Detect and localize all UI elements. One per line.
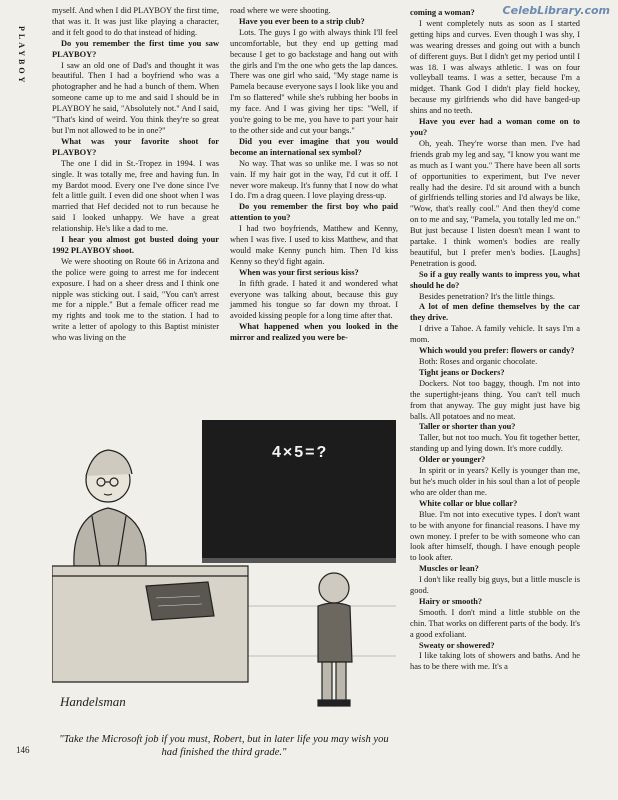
interview-answer: In fifth grade. I hated it and wondered what everyone was talking about, because this guy jammed his tongue so far down my throat. I avoided kissing people for a long time after that. <box>230 278 398 321</box>
interview-answer: Smooth. I don't mind a little stubble on the chin. That works on different parts of the body. It's a good exfoliant. <box>410 607 580 639</box>
interview-question: Muscles or lean? <box>419 564 479 574</box>
interview-question: Tight jeans or Dockers? <box>419 367 505 377</box>
page-number: 146 <box>16 745 30 755</box>
cartoon-caption: "Take the Microsoft job if you must, Robert, but in later life you may wish you had finished the third grade." <box>59 734 389 758</box>
interview-question: coming a woman? <box>410 8 475 17</box>
interview-answer: road where we were shooting. <box>230 6 331 15</box>
interview-question: Do you remember the first time you saw PLAYBOY? <box>52 38 219 59</box>
interview-answer: I like taking lots of showers and baths. And he has to be there with me. It's a <box>410 651 580 672</box>
interview-answer: Oh, yeah. They're worse than men. I've had friends grab my leg and say, "I know you want me as much as I want you." There have been all sorts of opportunities to experiment, but I've never really had the desire. I'd sit around with a bunch of girlfriends telling stories and I'd always be like, "Wow, that's really cool." And then they'd come on to me and say, "Pamela, you totally led me on." But just because I listen doesn't mean I want to partake. I think women's bodies are really beautiful, but I prefer men's bodies. [Laughs] Penetration is good. <box>410 138 580 268</box>
interview-question: White collar or blue collar? <box>419 498 518 508</box>
interview-answer: No way. That was so unlike me. I was so not vain. If my hair got in the way, I'd cut it off. I never wore makeup. It's funny that I now do what I do. I'm a drag queen. I love playing dress-up. <box>230 158 398 201</box>
blackboard-text: 4×5=? <box>272 444 329 461</box>
interview-answer: Besides penetration? It's the little things. <box>419 291 555 301</box>
interview-question: What was your favorite shoot for PLAYBOY? <box>52 136 219 157</box>
interview-answer: Dockers. Not too baggy, though. I'm not into the supertight-jeans thing. You can't tell much from that anyway. The guy might just have big balls. All potatoes and no meat. <box>410 378 580 421</box>
interview-question: What happened when you looked in the mirror and realized you were be- <box>230 322 398 343</box>
interview-question: Have you ever had a woman come on to you? <box>410 117 580 137</box>
teacher-desk <box>52 566 248 682</box>
interview-question: Have you ever been to a strip club? <box>239 16 365 26</box>
interview-answer: I had two boyfriends, Matthew and Kenny, when I was five. I used to kiss Matthew, and that would make Kenny punch him. Then I'd kiss Kenny so they'd fight again. <box>230 224 398 266</box>
interview-question: Taller or shorter than you? <box>419 422 516 432</box>
interview-question: I hear you almost got busted doing your 1992 PLAYBOY shoot. <box>52 235 219 255</box>
interview-answer: The one I did in St.-Tropez in 1994. I was single. It was totally me, free and having fun. In my Bardot mood. Every one I've done since I've felt a little guilt. I even did one shoot when I was married that Hef decided not to run because he said I looked unhappy. We have a great relationship. He's like a dad to me. <box>52 158 219 234</box>
interview-answer: I don't like really big guys, but a little muscle is good. <box>410 575 580 596</box>
interview-question: Sweaty or showered? <box>419 640 495 650</box>
text-column-2 <box>230 6 398 344</box>
text-column-1 <box>52 6 219 344</box>
interview-answer: Both: Roses and organic chocolate. <box>419 357 538 366</box>
interview-question: Older or younger? <box>419 455 486 465</box>
cartoon-illustration <box>52 416 396 732</box>
watermark: CelebLibrary.com <box>502 4 610 17</box>
side-label: PLAYBOY <box>17 26 26 86</box>
interview-answer: I drive a Tahoe. A family vehicle. It says I'm a mom. <box>410 324 580 345</box>
blackboard <box>202 420 396 558</box>
interview-answer: In spirit or in years? Kelly is younger than me, but he's much older in his soul than a lot of people who are older than me. <box>410 466 580 497</box>
interview-question: Do you remember the first boy who paid attention to you? <box>230 202 398 223</box>
interview-answer: Taller, but not too much. You fit together better, standing up and lying down. It's more cuddly. <box>410 433 580 454</box>
interview-question: Did you ever imagine that you would become an international sex symbol? <box>230 136 398 157</box>
interview-answer: Blue. I'm not into executive types. I don't want to be with anyone for financial reasons. I have my own money. I prefer to be with someone who can look after himself, though. I have enough people to look after. <box>410 509 580 563</box>
interview-question: A lot of men define themselves by the car they drive. <box>410 302 580 323</box>
interview-question: Hairy or smooth? <box>419 596 483 606</box>
cartoon-signature: Handelsman <box>60 694 126 709</box>
interview-question: When was your first serious kiss? <box>239 267 359 277</box>
interview-answer: myself. And when I did PLAYBOY the first time, that was it. It was just like playing a character, and it felt good to do that instead of hiding. <box>52 6 219 37</box>
interview-answer: I went completely nuts as soon as I started getting hips and curves. Even though I was shy, I was wearing dresses and going out with a bunch of different guys. But I didn't get my period until I was 18. I was always athletic. I was on four volleyball teams. I was a setter, because I'm a midget. Thank God I didn't play field hockey, because my girlfriends who did have banged-up shins and no teeth. <box>410 18 580 116</box>
interview-answer: I saw an old one of Dad's and thought it was beautiful. Then I had a boyfriend who was a photographer and he had a bunch of them. When someone came up to me and said I should be in PLAYBOY he said, "Absolutely not." And I said, "That's kind of weird. You think they're so great but I'm not allowed to be in one?" <box>52 60 219 135</box>
text-column-3 <box>410 8 580 673</box>
interview-question: So if a guy really wants to impress you, what should he do? <box>410 269 580 290</box>
interview-answer: We were shooting on Route 66 in Arizona and the police were going to arrest me for indecent exposure. I had on a sheer dress and I think one nipple was sticking out. I said, "You can't arrest me for a nipple." But a female officer read me my rights and took me to the station. I had to write a letter of apology to this Baptist minister who was living on the <box>52 256 219 343</box>
interview-question: Which would you prefer: flowers or candy? <box>419 346 575 356</box>
interview-answer: Lots. The guys I go with always think I'll feel uncomfortable, but they end up getting mad because I get to go backstage and hang out with the girls and I'm the one who gets the lap dances. There was one girl who said, "My stage name is Pamela because everyone says I look like you and I'm so flattered" while she's rubbing her boobs in my face. And I was giving her tips: "Well, if you're going to be me, you have to part your hair to the other side and cut your bangs." <box>230 27 398 135</box>
